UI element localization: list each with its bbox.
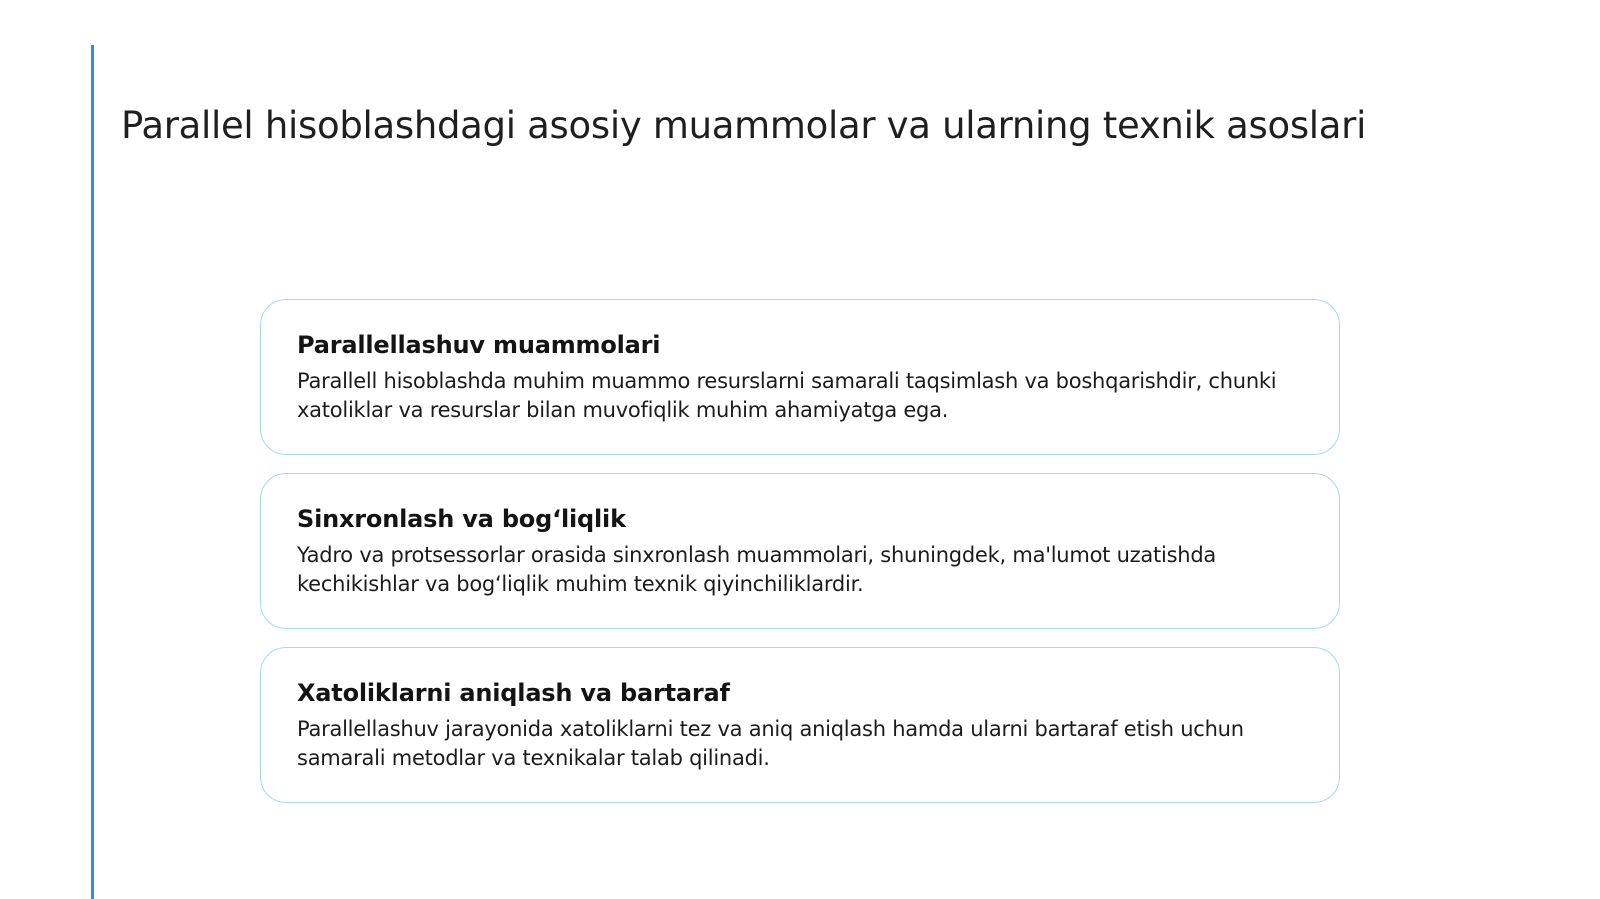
card-synchronization	[260, 473, 1340, 629]
card-title: Xatoliklarni aniqlash va bartaraf	[297, 679, 730, 707]
card-text: Parallell hisoblashda muhim muammo resurslarni samarali taqsimlash va boshqarishdir, chunki xatoliklar va resurslar bilan muvofiqlik muhim ahamiyatga ega.	[297, 369, 1277, 422]
card-text: Parallellashuv jarayonida xatoliklarni tez va aniq aniqlash hamda ularni bartaraf etish uchun samarali metodlar va texnikalar talab qilinadi.	[297, 717, 1244, 770]
card-title: Parallellashuv muammolari	[297, 331, 661, 359]
card-text: Yadro va protsessorlar orasida sinxronlash muammolari, shuningdek, ma'lumot uzatishda kechikishlar va bog‘liqlik muhim texnik qiyinchiliklardir.	[297, 543, 1217, 596]
slide-title: Parallel hisoblashdagi asosiy muammolar va ularning texnik asoslari	[121, 104, 1367, 147]
card-list	[260, 299, 1340, 821]
card-parallelization-problems	[260, 299, 1340, 455]
card-error-detection	[260, 647, 1340, 803]
card-title: Sinxronlash va bog‘liqlik	[297, 505, 626, 533]
accent-bar	[91, 45, 94, 899]
